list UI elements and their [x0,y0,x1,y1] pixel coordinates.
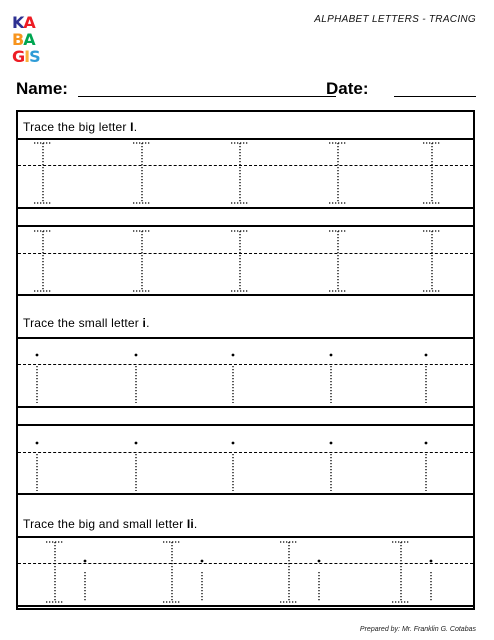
trace-small-letter [33,441,41,492]
trace-small-letter [229,353,237,404]
instruction-big-letter: Trace the big letter I. [23,120,138,134]
credit-footer: Prepared by: Mr. Franklin G. Cotabas [359,626,476,633]
document-title: ALPHABET LETTERS - TRACING [314,14,476,25]
name-blank-line [78,96,336,97]
trace-big-letter [391,541,411,604]
tracing-worksheet [16,110,475,610]
trace-big-letter [132,230,152,293]
trace-small-letter [422,353,430,404]
trace-small-letter [229,441,237,492]
writing-line-solid [18,225,473,227]
name-date-row [16,79,478,101]
writing-line-solid [18,406,473,408]
trace-big-letter [422,230,442,293]
writing-line-solid [18,493,473,495]
writing-line-solid [18,337,473,339]
writing-line-solid [18,605,473,607]
date-blank-line [394,96,476,97]
trace-big-letter [230,230,250,293]
trace-small-letter [198,559,206,603]
logo-letter: I [24,47,30,66]
writing-line-solid [18,424,473,426]
name-label: Name: [16,79,68,98]
instruction-small-letter: Trace the small letter i. [23,316,150,330]
kabagis-logo [12,15,52,66]
logo-row [12,15,52,31]
trace-big-letter [279,541,299,604]
logo-letter: A [23,13,35,32]
logo-row [12,32,52,48]
trace-small-letter [81,559,89,603]
trace-big-letter [33,142,53,205]
writing-line-solid [18,138,473,140]
date-label: Date: [326,79,369,98]
trace-small-letter [132,353,140,404]
trace-big-letter [422,142,442,205]
trace-small-letter [33,353,41,404]
trace-big-letter [162,541,182,604]
trace-big-letter [33,230,53,293]
trace-small-letter [315,559,323,603]
instruction-big-and-small-letter: Trace the big and small letter Ii. [23,517,198,531]
trace-small-letter [427,559,435,603]
writing-line-solid [18,536,473,538]
writing-line-solid [18,294,473,296]
trace-big-letter [230,142,250,205]
trace-small-letter [327,353,335,404]
trace-small-letter [327,441,335,492]
logo-letter: S [29,47,40,66]
trace-big-letter [328,142,348,205]
trace-big-letter [132,142,152,205]
trace-big-letter [45,541,65,604]
trace-small-letter [132,441,140,492]
writing-line-solid [18,207,473,209]
trace-big-letter [328,230,348,293]
trace-small-letter [422,441,430,492]
logo-letter: A [23,30,35,49]
logo-letter: G [12,47,25,66]
writing-line-midline [18,364,473,365]
logo-row [12,49,52,65]
logo-letter: K [12,13,24,32]
logo-letter: B [12,30,24,49]
writing-line-midline [18,452,473,453]
